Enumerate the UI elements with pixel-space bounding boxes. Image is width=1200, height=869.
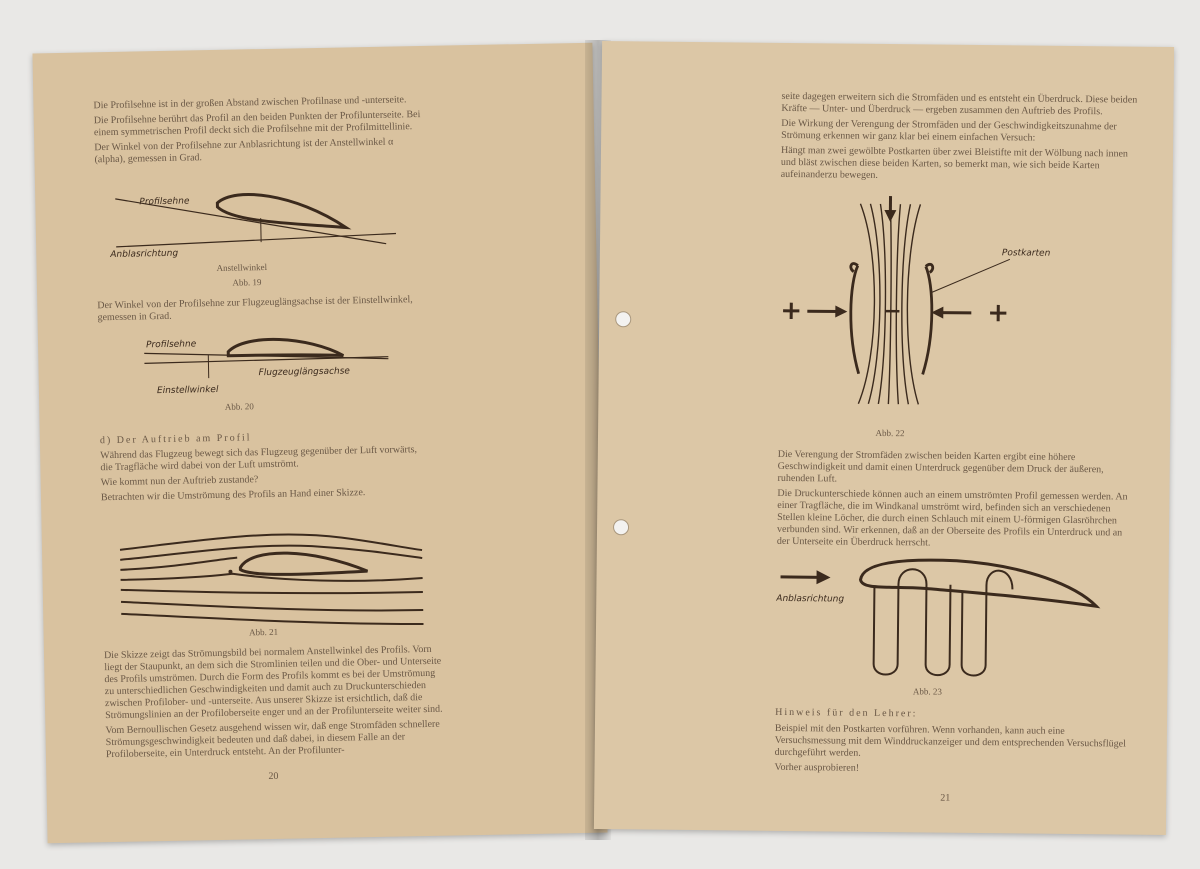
fig19-label-anblasrichtung: Anblasrichtung [110, 248, 179, 260]
punch-hole [615, 311, 631, 327]
hint-paragraph: Vorher ausprobieren! [774, 761, 860, 774]
top-paragraph: seite dagegen erweitern sich die Stromfäden und es entsteht ein Überdruck. Diese beiden Kräfte — Unter- und Überdruck — ergeben zusammen den Auftrieb des Profils. [781, 90, 1138, 118]
figure-21 [112, 526, 434, 632]
fig23-label-anblasrichtung: Anblasrichtung [776, 593, 845, 605]
plus-right: + [987, 298, 1010, 329]
intro-paragraph: Die Profilsehne berührt das Profil an den beiden Punkten der Profilunterseite. Bei einem symmetrischen Profil deckt sich die Profilsehne mit der Profilmittellinie. [93, 109, 421, 139]
auftrieb-text [100, 444, 431, 507]
right-page-number: 21 [940, 792, 951, 804]
mid-paragraph: Die Druckunterschiede können auch an einem umströmten Profil gemessen werden. An einer Tragfläche, die im Windkanal umströmt wird, befinden sich an verschiedenen Stellen kleine Löcher, die durch einen Schlauch mit einem U-förmigen Glasröhrchen verbunden sind. Wir erkennen, daß an der Oberseite des Profils ein Unterdruck und an der Unterseite ein Überdruck herrscht. [776, 487, 1128, 549]
fig20-label-laengsachse: Flugzeuglängsachse [258, 366, 351, 379]
right-page [594, 41, 1174, 835]
minus-center: − [883, 298, 902, 325]
auftrieb-paragraph: Betrachten wir die Umströmung des Profils an Hand einer Skizze. [100, 487, 366, 504]
fig20-caption: Abb. 20 [224, 401, 254, 412]
intro-text [93, 94, 424, 169]
figure-22 [778, 193, 1080, 426]
auftrieb-paragraph: Während das Flugzeug bewegt sich das Flugzeug gegenüber der Luft vorwärts, die Tragfläche wird dabei von der Luft umströmt. [100, 444, 418, 474]
fig20-label-profilsehne: Profilsehne [145, 339, 197, 351]
skizze-text [104, 644, 446, 765]
fig19-caption: Abb. 19 [232, 277, 262, 288]
intro-paragraph: Der Winkel von der Profilsehne zur Anblasrichtung ist der Anstellwinkel α (alpha), gemessen in Grad. [94, 136, 394, 166]
auftrieb-paragraph: Wie kommt nun der Auftrieb zustande? [100, 474, 259, 489]
mid-paragraph: Die Verengung der Stromfäden zwischen beiden Karten ergibt eine höhere Geschwindigkeit und damit einen Unterdruck gegenüber dem Druck der äußeren, ruhenden Luft. [777, 448, 1104, 485]
left-page-number: 20 [268, 770, 279, 783]
top-paragraph: Hängt man zwei gewölbte Postkarten über zwei Bleistifte mit der Wölbung nach innen und bläst zwischen diese beiden Karten, so bemerkt man, wie sich beide Karten aufeinanderzu bewegen. [780, 144, 1128, 181]
figure-20 [138, 326, 399, 411]
einstell-text: Der Winkel von der Profilsehne zur Flugzeuglängsachse ist der Einstellwinkel, gemessen in Grad. [97, 294, 413, 324]
fig19-label-profilsehne: Profilsehne [139, 196, 190, 208]
fig22-label-postkarten: Postkarten [1001, 248, 1051, 259]
figure-23 [775, 553, 1116, 687]
mid-text [777, 449, 1134, 555]
top-paragraph: Die Wirkung der Verengung der Stromfäden und der Geschwindigkeitszunahme der Strömung erkennen wir ganz klar bei einem einfachen Versuch: [781, 117, 1117, 144]
left-page [32, 43, 607, 844]
fig21-caption: Abb. 21 [249, 626, 279, 638]
intro-paragraph: Die Profilsehne ist in der großen Abstand zwischen Profilnase und -unterseite. [93, 94, 407, 112]
fig23-caption: Abb. 23 [912, 686, 942, 697]
figure-19 [105, 181, 407, 287]
hint-paragraph: Beispiel mit den Postkarten vorführen. Wenn vorhanden, kann auch eine Versuchsmessung mit dem Winddruckanzeiger und dem entsprechenden Versuchsflügel durchgeführt werden. [774, 722, 1126, 759]
fig20-label-einstellwinkel: Einstellwinkel [156, 384, 219, 397]
plus-left: + [780, 295, 803, 327]
punch-hole [613, 519, 629, 535]
top-text [781, 91, 1138, 188]
skizze-paragraph: Die Skizze zeigt das Strömungsbild bei normalem Anstellwinkel des Profils. Vorn liegt der Staupunkt, an dem sich die Stromlinien teilen und die Ober- und Unterseite des Profils umströmen. Durch die Form des Profils kommt es bei der Umströmung zu unterschiedlichen Geschwindigkeiten und damit auch zu Druckunterschieden zwischen Profilober- und -unterseite. Aus unserer Skizze ist ersichtlich, daß die Strömungslinien an der Profiloberseite enger und an der Profilunterseite weiter sind. [103, 643, 443, 722]
hint-heading: Hinweis für den Lehrer: [775, 706, 918, 720]
fig22-caption: Abb. 22 [875, 427, 905, 439]
fig19-label-anstellwinkel: Anstellwinkel [216, 261, 268, 273]
hint-text [774, 723, 1131, 781]
skizze-paragraph: Vom Bernoullischen Gesetz ausgehend wissen wir, daß enge Stromfäden schnellere Strömungsgeschwindigkeit bedeuten und daß dabei, in diesem Falle an der Profiloberseite, ein Unterdruck entsteht. An der Profilunter- [105, 718, 440, 761]
section-heading: d) Der Auftrieb am Profil [99, 432, 252, 447]
